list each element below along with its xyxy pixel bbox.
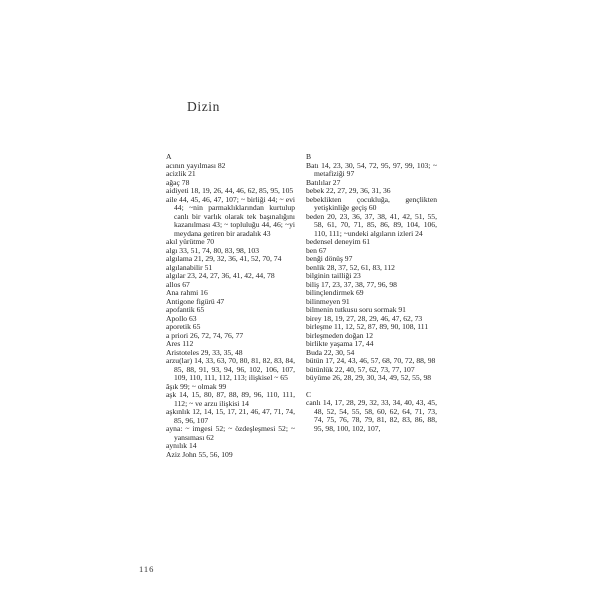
index-entry: akıl yürütme 70 [166,237,215,246]
index-entry: apofantik 65 [166,305,205,314]
index-entry: algılama 21, 29, 32, 36, 41, 52, 70, 74 [166,254,282,263]
index-entry: canlı 14, 17, 28, 29, 32, 33, 34, 40, 43, 45, 48, 52, 54, 55, 58, 60, 62, 64, 71, 73, 74, 75, 76, 78, 79, 81, 82, 83, 86, 88, 95, 98, 100, 102, 107, [306,398,437,433]
index-entry: Antigone figürü 47 [166,296,225,306]
index-entry: Batı 14, 23, 30, 54, 72, 95, 97, 99, 103; ~ metafiziği 97 [306,160,437,178]
index-entry: bilginin tailliği 23 [306,271,361,280]
index-entry: Aristoteles 29, 33, 35, 48 [166,347,243,357]
index-entry: algılanabilir 51 [166,262,213,272]
index-entry: birey 18, 19, 27, 28, 29, 46, 47, 62, 73 [306,313,423,323]
index-entry: bilinçlendirmek 69 [306,288,364,297]
index-entry: bebek 22, 27, 29, 36, 31, 36 [306,186,391,195]
index-entry: bebeklikten çocukluğa, gençlikten yetişkinliğe geçiş 60 [306,194,437,212]
index-entry: aile 44, 45, 46, 47, 107; ~ birliği 44; ~ evi 44; ~nin parmaklıklarından kurtulup canlı bir varlık olarak tek başınalığını kazanılması 43; ~ topluluğu 44, 46; ~yi meydana getiren bir aradalık 43 [166,194,295,238]
index-entry: aporetik 65 [166,322,201,331]
index-entry: benlik 28, 37, 52, 61, 83, 112 [306,262,395,272]
index-entry: bedensel deneyim 61 [306,237,371,246]
index-entry: Buda 22, 30, 54 [306,347,355,357]
index-entry: ağaç 78 [166,177,190,187]
index-entry: birleşme 11, 12, 52, 87, 89, 90, 108, 111 [306,322,429,331]
index-entry: aşkınlık 12, 14, 15, 17, 21, 46, 47, 71, 74, 85, 96, 107 [166,407,295,425]
index-entry: birleşmeden doğan 12 [306,330,374,340]
index-entry: bütün 17, 24, 43, 46, 57, 68, 70, 72, 88, 98 [306,356,436,365]
index-entry: aidiyeti 18, 19, 26, 44, 46, 62, 85, 95, 105 [166,186,294,195]
index-entry: birlikte yaşama 17, 44 [306,339,374,348]
index-entry: Batılılar 27 [306,177,341,187]
index-entry: bilinmeyen 91 [306,296,350,306]
index-entry: bütünlük 22, 40, 57, 62, 73, 77, 107 [306,364,415,374]
entries-c [306,399,437,433]
index-column-left [166,153,295,459]
index-column-right [306,153,437,433]
index-entry: acının yayılması 82 [166,160,226,170]
index-entry: a priori 26, 72, 74, 76, 77 [166,330,244,340]
section-letter-b: B [306,152,312,161]
index-entry: Apollo 63 [166,313,197,323]
index-entry: âşık 99; ~ olmak 99 [166,381,227,391]
index-entry: Ana rahmi 16 [166,288,208,297]
index-entry: biliş 17, 23, 37, 38, 77, 96, 98 [306,279,397,289]
index-entry: acizlik 21 [166,169,196,178]
index-entry: benği dönüş 97 [306,254,353,263]
index-entry: allos 67 [166,279,190,289]
entries-a [166,162,295,460]
index-entry: beden 20, 23, 36, 37, 38, 41, 42, 51, 55, 58, 61, 70, 71, 85, 86, 89, 104, 106, 110, 111; ~undeki algıların izleri 24 [306,211,437,238]
index-entry: algılar 23, 24, 27, 36, 41, 42, 44, 78 [166,271,275,280]
page-number: 116 [139,564,155,574]
index-entry: aynılık 14 [166,441,197,450]
index-entry: algı 33, 51, 74, 80, 83, 98, 103 [166,245,260,255]
index-entry: Aziz John 55, 56, 109 [166,449,233,459]
index-entry: aşk 14, 15, 80, 87, 88, 89, 96, 110, 111, 112; ~ ve arzu ilişkisi 14 [166,390,295,408]
index-entry: arzu(lar) 14, 33, 63, 70, 80, 81, 82, 83, 84, 85, 88, 91, 93, 94, 96, 102, 106, 107, 109, 110, 111, 112, 113; ilişkisel ~ 65 [166,356,295,382]
index-entry: büyüme 26, 28, 29, 30, 34, 49, 52, 55, 98 [306,373,432,382]
index-entry: bilmenin tutkusu soru sormak 91 [306,305,406,314]
page-title: Dizin [187,99,220,114]
index-entry: ben 67 [306,245,327,255]
index-entry: ayna: ~ imgesi 52; ~ özdeşleşmesi 52; ~ yansıması 62 [166,424,295,442]
section-letter-a: A [166,152,172,161]
entries-b [306,162,437,383]
section-letter-c: C [306,389,312,399]
index-entry: Ares 112 [166,339,194,348]
section-spacer [306,383,437,391]
